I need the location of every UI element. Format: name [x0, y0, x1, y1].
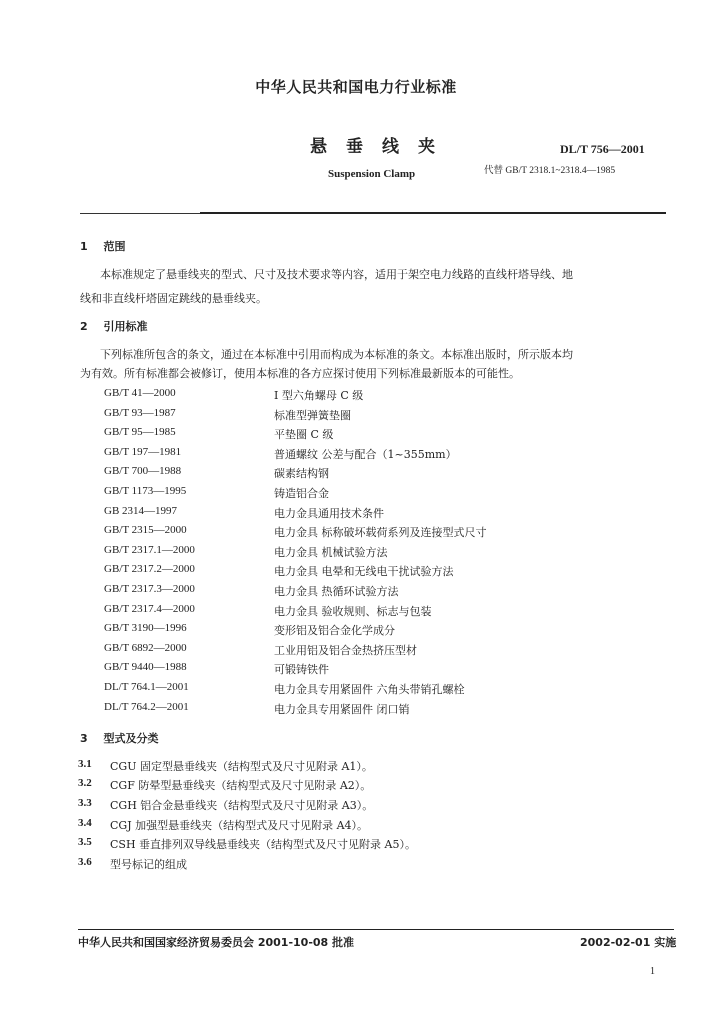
standard-title: 悬垂线夹 [310, 137, 454, 157]
section-number: 2 [80, 320, 88, 333]
ref-code: GB/T 700—1988 [104, 465, 182, 477]
subsection-text: CGJ 加强型悬垂线夹（结构型式及尺寸见附录 A4）。 [110, 819, 369, 832]
ref-code: GB/T 2317.3—2000 [104, 583, 195, 595]
section-title: 引用标准 [103, 320, 148, 333]
ref-title: 电力金具 机械试验方法 [274, 546, 388, 559]
ref-code: GB/T 93—1987 [104, 407, 176, 419]
subsection-number: 3.1 [78, 758, 92, 770]
ref-title: I 型六角螺母 C 级 [274, 389, 364, 402]
refs-paragraph-line2: 为有效。所有标准都会被修订，使用本标准的各方应探讨使用下列标准最新版本的可能性。 [80, 367, 520, 380]
scope-paragraph-line2: 线和非直线杆塔固定跳线的悬垂线夹。 [80, 292, 267, 305]
ref-code: GB/T 95—1985 [104, 426, 176, 438]
replaces-note: 代替 GB/T 2318.1~2318.4—1985 [484, 166, 616, 176]
ref-code: GB/T 3190—1996 [104, 622, 187, 634]
subsection-number: 3.5 [78, 836, 92, 848]
ref-title: 碳素结构钢 [274, 467, 329, 480]
ref-code: GB/T 41—2000 [104, 387, 176, 399]
ref-title: 标准型弹簧垫圈 [274, 409, 351, 422]
subsection-text: CGU 固定型悬垂线夹（结构型式及尺寸见附录 A1）。 [110, 760, 373, 773]
subsection-text: CGF 防晕型悬垂线夹（结构型式及尺寸见附录 A2）。 [110, 779, 372, 792]
ref-code: GB/T 1173—1995 [104, 485, 187, 497]
section-3-heading [80, 730, 159, 746]
ref-title: 电力金具 热循环试验方法 [274, 585, 399, 598]
subsection-text: CGH 铝合金悬垂线夹（结构型式及尺寸见附录 A3）。 [110, 799, 374, 812]
ref-code: GB/T 2317.1—2000 [104, 544, 195, 556]
approval-statement: 中华人民共和国国家经济贸易委员会 2001-10-08 批准 [78, 936, 355, 949]
subsection-text: CSH 垂直排列双导线悬垂线夹（结构型式及尺寸见附录 A5）。 [110, 838, 416, 851]
ref-code: GB/T 2315—2000 [104, 524, 187, 536]
section-number: 3 [80, 732, 88, 745]
ref-title: 电力金具专用紧固件 六角头带销孔螺栓 [274, 683, 465, 696]
section-title: 型式及分类 [103, 732, 159, 745]
section-2-heading [80, 318, 148, 334]
subsection-number: 3.6 [78, 856, 92, 868]
header-divider-thick [200, 212, 666, 214]
section-1-heading [80, 238, 126, 254]
subsection-number: 3.3 [78, 797, 92, 809]
ref-title: 平垫圈 C 级 [274, 428, 334, 441]
subsection-number: 3.2 [78, 777, 92, 789]
ref-title: 电力金具 标称破坏载荷系列及连接型式尺寸 [274, 526, 487, 539]
subsection-text: 型号标记的组成 [110, 858, 187, 871]
ref-title: 铸造铝合金 [274, 487, 329, 500]
ref-code: DL/T 764.1—2001 [104, 681, 189, 693]
ref-code: GB 2314—1997 [104, 505, 178, 517]
english-title: Suspension Clamp [328, 168, 416, 180]
footer-divider [78, 929, 674, 930]
ref-code: GB/T 9440—1988 [104, 661, 187, 673]
refs-paragraph-line1: 下列标准所包含的条文，通过在本标准中引用而构成为本标准的条文。本标准出版时，所示版本均 [100, 348, 573, 361]
section-number: 1 [80, 240, 88, 253]
ref-title: 电力金具 验收规则、标志与包装 [274, 605, 432, 618]
page-number: 1 [650, 966, 655, 977]
scope-paragraph-line1: 本标准规定了悬垂线夹的型式、尺寸及技术要求等内容，适用于架空电力线路的直线杆塔导线、地 [100, 268, 573, 281]
ref-title: 工业用铝及铝合金热挤压型材 [274, 644, 417, 657]
ref-title: 电力金具通用技术条件 [274, 507, 384, 520]
effective-date: 2002-02-01 实施 [580, 936, 677, 949]
ref-code: GB/T 2317.2—2000 [104, 563, 195, 575]
subsection-number: 3.4 [78, 817, 92, 829]
standard-code: DL/T 756—2001 [560, 142, 645, 156]
section-title: 范围 [103, 240, 126, 253]
standard-category-title: 中华人民共和国电力行业标准 [255, 78, 457, 96]
ref-code: GB/T 197—1981 [104, 446, 182, 458]
ref-code: GB/T 6892—2000 [104, 642, 187, 654]
ref-title: 变形铝及铝合金化学成分 [274, 624, 395, 637]
ref-title: 可锻铸铁件 [274, 663, 329, 676]
ref-title: 电力金具 电晕和无线电干扰试验方法 [274, 565, 454, 578]
ref-code: GB/T 2317.4—2000 [104, 603, 195, 615]
ref-code: DL/T 764.2—2001 [104, 701, 189, 713]
ref-title: 普通螺纹 公差与配合（1~355mm） [274, 448, 457, 461]
ref-title: 电力金具专用紧固件 闭口销 [274, 703, 410, 716]
